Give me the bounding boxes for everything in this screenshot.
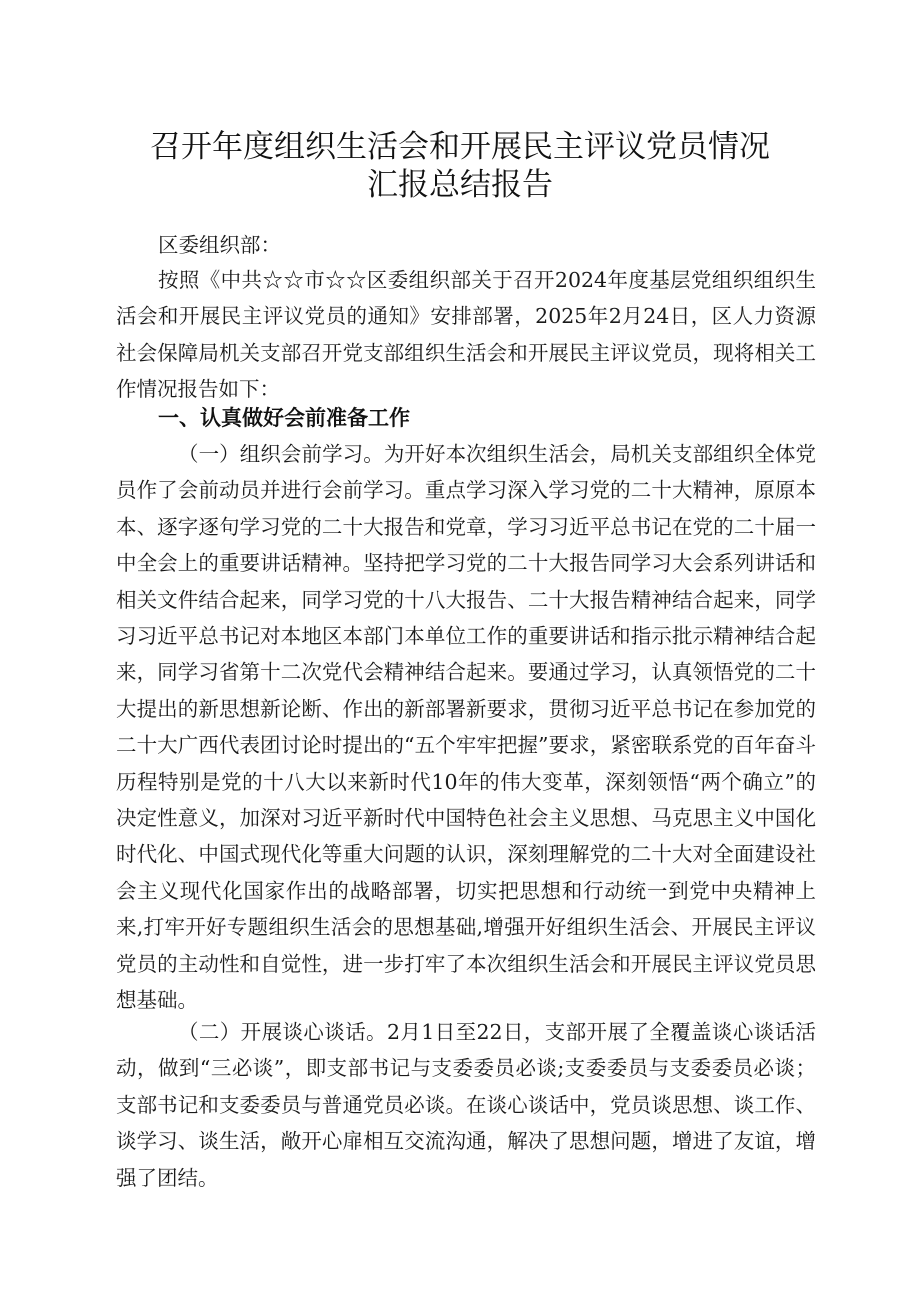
paragraph-study-before-meeting: （一）组织会前学习。为开好本次组织生活会，局机关支部组织全体党员作了会前动员并进行会前学习。重点学习深入学习党的二十大精神，原原本本、逐字逐句学习党的二十大报告和党章，学习习近平总书记在党的二十届一中全会上的重要讲话精神。坚持把学习党的二十大报告同学习大会系列讲话和相关文件结合起来，同学习党的十八大报告、二十大报告精神结合起来，同学习习近平总书记对本地区本部门本单位工作的重要讲话和指示批示精神结合起来，同学习省第十二次党代会精神结合起来。要通过学习，认真领悟党的二十大提出的新思想新论断、作出的新部署新要求，贯彻习近平总书记在参加党的二十大广西代表团讨论时提出的“五个牢牢把握”要求，紧密联系党的百年奋斗历程特别是党的十八大以来新时代10年的伟大变革，深刻领悟“两个确立”的决定性意义，加深对习近平新时代中国特色社会主义思想、马克思主义中国化时代化、中国式现代化等重大问题的认识，深刻理解党的二十大对全面建设社会主义现代化国家作出的战略部署，切实把思想和行动统一到党中央精神上来,打牢开好专题组织生活会的思想基础,增强开好组织生活会、开展民主评议党员的主动性和自觉性，进一步打牢了本次组织生活会和开展民主评议党员思想基础。 bbox=[116, 442, 816, 1013]
addressee: 区委组织部： bbox=[158, 233, 281, 257]
paragraph-heart-to-heart-talks: （二）开展谈心谈话。2月1日至22日，支部开展了全覆盖谈心谈话活动，做到“三必谈”，即支部书记与支委委员必谈;支委委员与支委委员必谈；支部书记和支委委员与普通党员必谈。在谈心谈话中，党员谈思想、谈工作、谈学习、谈生活，敞开心扉相互交流沟通，解决了思想问题，增进了友谊，增强了团结。 bbox=[116, 1020, 816, 1190]
document-title-line-2: 汇报总结报告 bbox=[367, 167, 553, 203]
document-title-line-1: 召开年度组织生活会和开展民主评议党员情况 bbox=[150, 129, 770, 165]
section-heading-1: 一、认真做好会前准备工作 bbox=[158, 406, 410, 430]
intro-paragraph: 按照《中共☆☆市☆☆区委组织部关于召开2024年度基层党组织组织生活会和开展民主评议党员的通知》安排部署，2025年2月24日，区人力资源社会保障局机关支部召开党支部组织生活会和开展民主评议党员，现将相关工作情况报告如下： bbox=[116, 268, 816, 402]
